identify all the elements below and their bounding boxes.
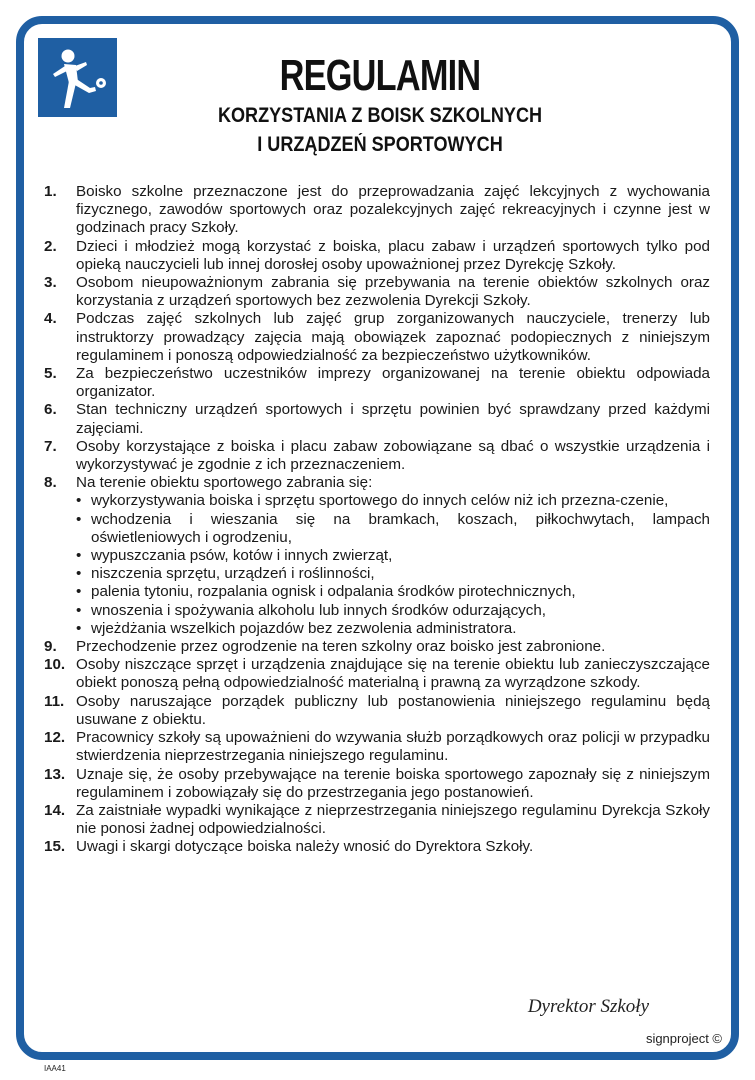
- prohibition-text: wjeżdżania wszelkich pojazdów bez zezwolenia administratora.: [91, 619, 517, 637]
- rule-text: Osoby niszczące sprzęt i urządzenia znajdujące się na terenie obiektu lub zanieczyszczające obiekt ponoszą pełną odpowiedzialność materialną i prawną za wyrządzone szkody.: [76, 656, 710, 692]
- bullet-icon: •: [76, 492, 82, 510]
- prohibition-text: palenia tytoniu, rozpalania ognisk i odpalania środków pirotechnicznych,: [91, 583, 576, 601]
- rule-item: [44, 365, 710, 401]
- rule-text: Za zaistniałe wypadki wynikające z nieprzestrzegania niniejszego regulaminu Dyrekcja Szkoły nie ponosi żadnej odpowiedzialności.: [76, 801, 710, 838]
- bullet-icon: •: [76, 510, 82, 528]
- rule-text: Pracownicy szkoły są upoważnieni do wzywania służb porządkowych oraz policji w przypadku stwierdzenia nieprzestrzegania niniejszego regulaminu.: [76, 729, 710, 765]
- prohibition-text: niszczenia sprzętu, urządzeń i roślinności,: [91, 565, 375, 583]
- rule-item: [44, 274, 710, 310]
- football-player-icon: [38, 38, 117, 117]
- prohibition-text: wchodzenia i wieszania się na bramkach, koszach, piłkochwytach, lampach oświetleniowych i ogrodzeniu,: [91, 510, 710, 546]
- bullet-icon: •: [76, 619, 82, 637]
- bullet-icon: •: [76, 565, 82, 583]
- rule-number: 3.: [44, 274, 57, 292]
- prohibitions-list: [76, 492, 710, 638]
- signature: Dyrektor Szkoły: [527, 996, 649, 1017]
- rule-item: [44, 183, 710, 238]
- rule-text: Uznaje się, że osoby przebywające na terenie boiska sportowego zapoznały się z niniejszym regulaminem i zobowiązały się do przestrzegania jego postanowień.: [76, 765, 710, 801]
- rule-item: [44, 474, 710, 638]
- rule-number: 8.: [44, 474, 57, 492]
- rule-number: 6.: [44, 401, 57, 419]
- rule-item: [44, 310, 710, 365]
- rule-number: 11.: [44, 692, 65, 710]
- rule-text: Osoby naruszające porządek publiczny lub postanowienia niniejszego regulaminu będą usuwane z obiektu.: [76, 692, 710, 728]
- rule-text: Osobom nieupoważnionym zabrania się przebywania na terenie obiektów szkolnych oraz korzystania z urządzeń sportowych bez zezwolenia Dyrekcji Szkoły.: [76, 274, 710, 310]
- bullet-icon: •: [76, 601, 82, 619]
- prohibition-text: wykorzystywania boiska i sprzętu sportowego do innych celów niż ich przezna-czenie,: [91, 492, 669, 510]
- rule-item: [44, 693, 710, 729]
- product-code: IAA41: [44, 1064, 66, 1073]
- prohibition-item: [76, 602, 710, 620]
- rule-item: [44, 838, 710, 856]
- prohibition-item: [76, 492, 710, 510]
- rule-number: 5.: [44, 365, 57, 383]
- rule-number: 14.: [44, 801, 66, 819]
- rule-number: 9.: [44, 638, 57, 656]
- prohibition-text: wypuszczania psów, kotów i innych zwierząt,: [91, 547, 393, 565]
- rule-number: 4.: [44, 310, 57, 328]
- page-title: REGULAMIN: [279, 51, 481, 100]
- rule-number: 10.: [44, 656, 66, 674]
- rule-text: Uwagi i skargi dotyczące boiska należy wnosić do Dyrektora Szkoły.: [76, 838, 534, 856]
- prohibition-item: [76, 583, 710, 601]
- prohibition-item: [76, 620, 710, 638]
- rule-text: Podczas zajęć szkolnych lub zajęć grup zorganizowanych nauczyciele, trenerzy lub instruktorzy prowadzący zajęcia mają obowiązek zapoznać podopiecznych z niniejszym regulaminem i ponoszą odpowiedzialność za bezpieczeństwo użytkowników.: [76, 310, 710, 364]
- rule-item: [44, 802, 710, 838]
- brand-label: signproject ©: [645, 1031, 722, 1046]
- rule-item: [44, 638, 710, 656]
- prohibition-item: [76, 547, 710, 565]
- rule-text: Przechodzenie przez ogrodzenie na teren szkolny oraz boisko jest zabronione.: [76, 638, 606, 656]
- rule-text: Na terenie obiektu sportowego zabrania się:: [76, 474, 373, 492]
- rule-number: 7.: [44, 437, 57, 455]
- rule-item: [44, 401, 710, 437]
- rule-text: Boisko szkolne przeznaczone jest do przeprowadzania zajęć lekcyjnych z wychowania fizycznego, zawodów sportowych oraz pozalekcyjnych zajęć rekreacyjnych i czynne jest w godzinach pracy Szkoły.: [76, 183, 710, 237]
- rule-text: Stan techniczny urządzeń sportowych i sprzętu powinien być sprawdzany przed każdymi zajęciami.: [76, 401, 710, 437]
- prohibition-item: [76, 565, 710, 583]
- prohibition-item: [76, 511, 710, 547]
- prohibition-text: wnoszenia i spożywania alkoholu lub innych środków odurzających,: [91, 601, 547, 619]
- rule-number: 2.: [44, 237, 57, 255]
- rule-item: [44, 729, 710, 765]
- rule-number: 13.: [44, 765, 66, 783]
- rule-text: Dzieci i młodzież mogą korzystać z boiska, placu zabaw i urządzeń sportowych tylko pod opieką nauczycieli lub innej dorosłej osoby upoważnionej przez Dyrekcję Szkoły.: [76, 237, 710, 273]
- bullet-icon: •: [76, 547, 82, 565]
- rule-number: 15.: [44, 838, 66, 856]
- rules-list: [44, 183, 710, 857]
- rule-body: [76, 474, 710, 638]
- rule-item: [44, 238, 710, 274]
- rule-item: [44, 656, 710, 692]
- rule-number: 1.: [44, 183, 57, 200]
- rule-item: [44, 438, 710, 474]
- rule-number: 12.: [44, 729, 66, 747]
- rule-text: Osoby korzystające z boiska i placu zabaw zobowiązane są dbać o wszystkie urządzenia i wykorzystywać je zgodnie z ich przeznaczeniem.: [76, 437, 710, 474]
- bullet-icon: •: [76, 583, 82, 601]
- subtitle-line-1: KORZYSTANIA Z BOISK SZKOLNYCH: [217, 104, 543, 127]
- subtitle-line-2: I URZĄDZEŃ SPORTOWYCH: [257, 133, 503, 156]
- rule-text: Za bezpieczeństwo uczestników imprezy organizowanej na terenie obiektu odpowiada organizator.: [76, 365, 710, 401]
- rule-item: [44, 766, 710, 802]
